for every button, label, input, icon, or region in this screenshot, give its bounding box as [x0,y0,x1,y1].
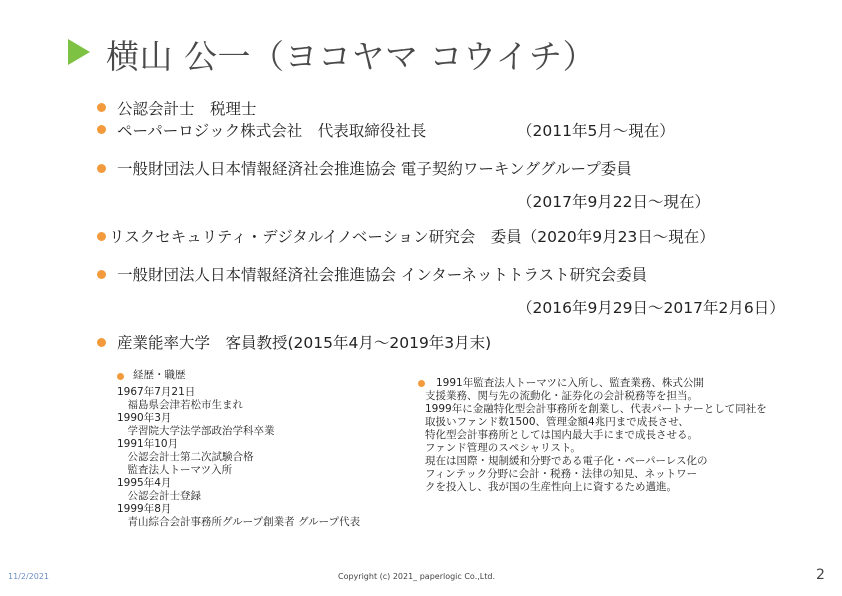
profile-line: 特化型会計事務所としては国内最大手にまで成長させる。 [425,429,698,441]
career-line: 1999年8月 [117,503,172,515]
career-heading: 経歴・職歴 [133,369,186,381]
bullet-ceo: ペーパーロジック株式会社 代表取締役社長 [117,122,427,140]
profile-line: 支援業務、関与先の流動化・証券化の会計税務等を担当。 [425,390,698,402]
bullet-jipdec-econtract-period: （2017年9月22日～現在） [517,193,711,211]
bullet-dot [418,380,425,387]
career-line: 公認会計士第二次試験合格 [117,451,254,463]
profile-line: 現在は国際・規制緩和分野である電子化・ペーパーレス化の [425,455,708,467]
bullet-dot [97,164,106,173]
career-list [117,386,360,529]
bullet-dot [97,103,106,112]
footer-date: 11/2/2021 [8,572,50,581]
bullet-ceo-period: （2011年5月～現在） [517,122,675,140]
profile-line: フィンテック分野に会計・税務・法律の知見、ネットワー [425,468,698,480]
bullet-qualification: 公認会計士 税理士 [117,100,257,118]
career-line: 監査法人トーマツ入所 [117,464,233,476]
profile-first-line: 1991年監査法人トーマツに入所し、監査業務、株式公開 [436,377,704,389]
bullet-jipdec-econtract: 一般財団法人日本情報経済社会推進協会 電子契約ワーキンググループ委員 [117,160,632,178]
career-line: 福島県会津若松市生まれ [117,399,243,411]
career-line: 青山綜合会計事務所グループ創業者 グループ代表 [117,516,361,528]
bullet-jipdec-trust-period: （2016年9月29日～2017年2月6日） [517,299,785,317]
career-line: 1991年10月 [117,438,179,450]
profile-line: 取扱いファンド数1500、管理金額4兆円まで成長させ、 [425,416,689,428]
profile-line: 1999年に金融特化型会計事務所を創業し、代表パートナーとして同社を [425,403,767,415]
bullet-dot [117,373,124,380]
play-arrow-icon [68,39,90,65]
career-line: 1995年4月 [117,477,172,489]
bullet-risk-security: リスクセキュリティ・デジタルイノベーション研究会 委員（2020年9月23日～現在） [109,228,715,246]
footer-copyright: Copyright (c) 2021_ paperlogic Co.,Ltd. [338,572,495,581]
page-title: 横山 公一（ヨコヤマ コウイチ） [106,37,596,76]
bullet-dot [97,125,106,134]
bullet-jipdec-trust: 一般財団法人日本情報経済社会推進協会 インターネットトラスト研究会委員 [117,266,648,284]
career-line: 1967年7月21日 [117,386,196,398]
career-line: 公認会計士登録 [117,490,201,502]
bullet-sanno-university: 産業能率大学 客員教授(2015年4月～2019年3月末) [117,334,492,352]
profile-line: クを投入し、我が国の生産性向上に資するため邁進。 [425,481,677,493]
bullet-dot [97,270,106,279]
bullet-dot [97,338,106,347]
profile-line: ファンド管理のスペシャリスト。 [425,442,581,454]
bullet-dot [97,232,106,241]
career-line: 学習院大学法学部政治学科卒業 [117,425,275,437]
career-line: 1990年3月 [117,412,172,424]
page-number: 2 [816,567,825,583]
profile-text [425,390,767,494]
